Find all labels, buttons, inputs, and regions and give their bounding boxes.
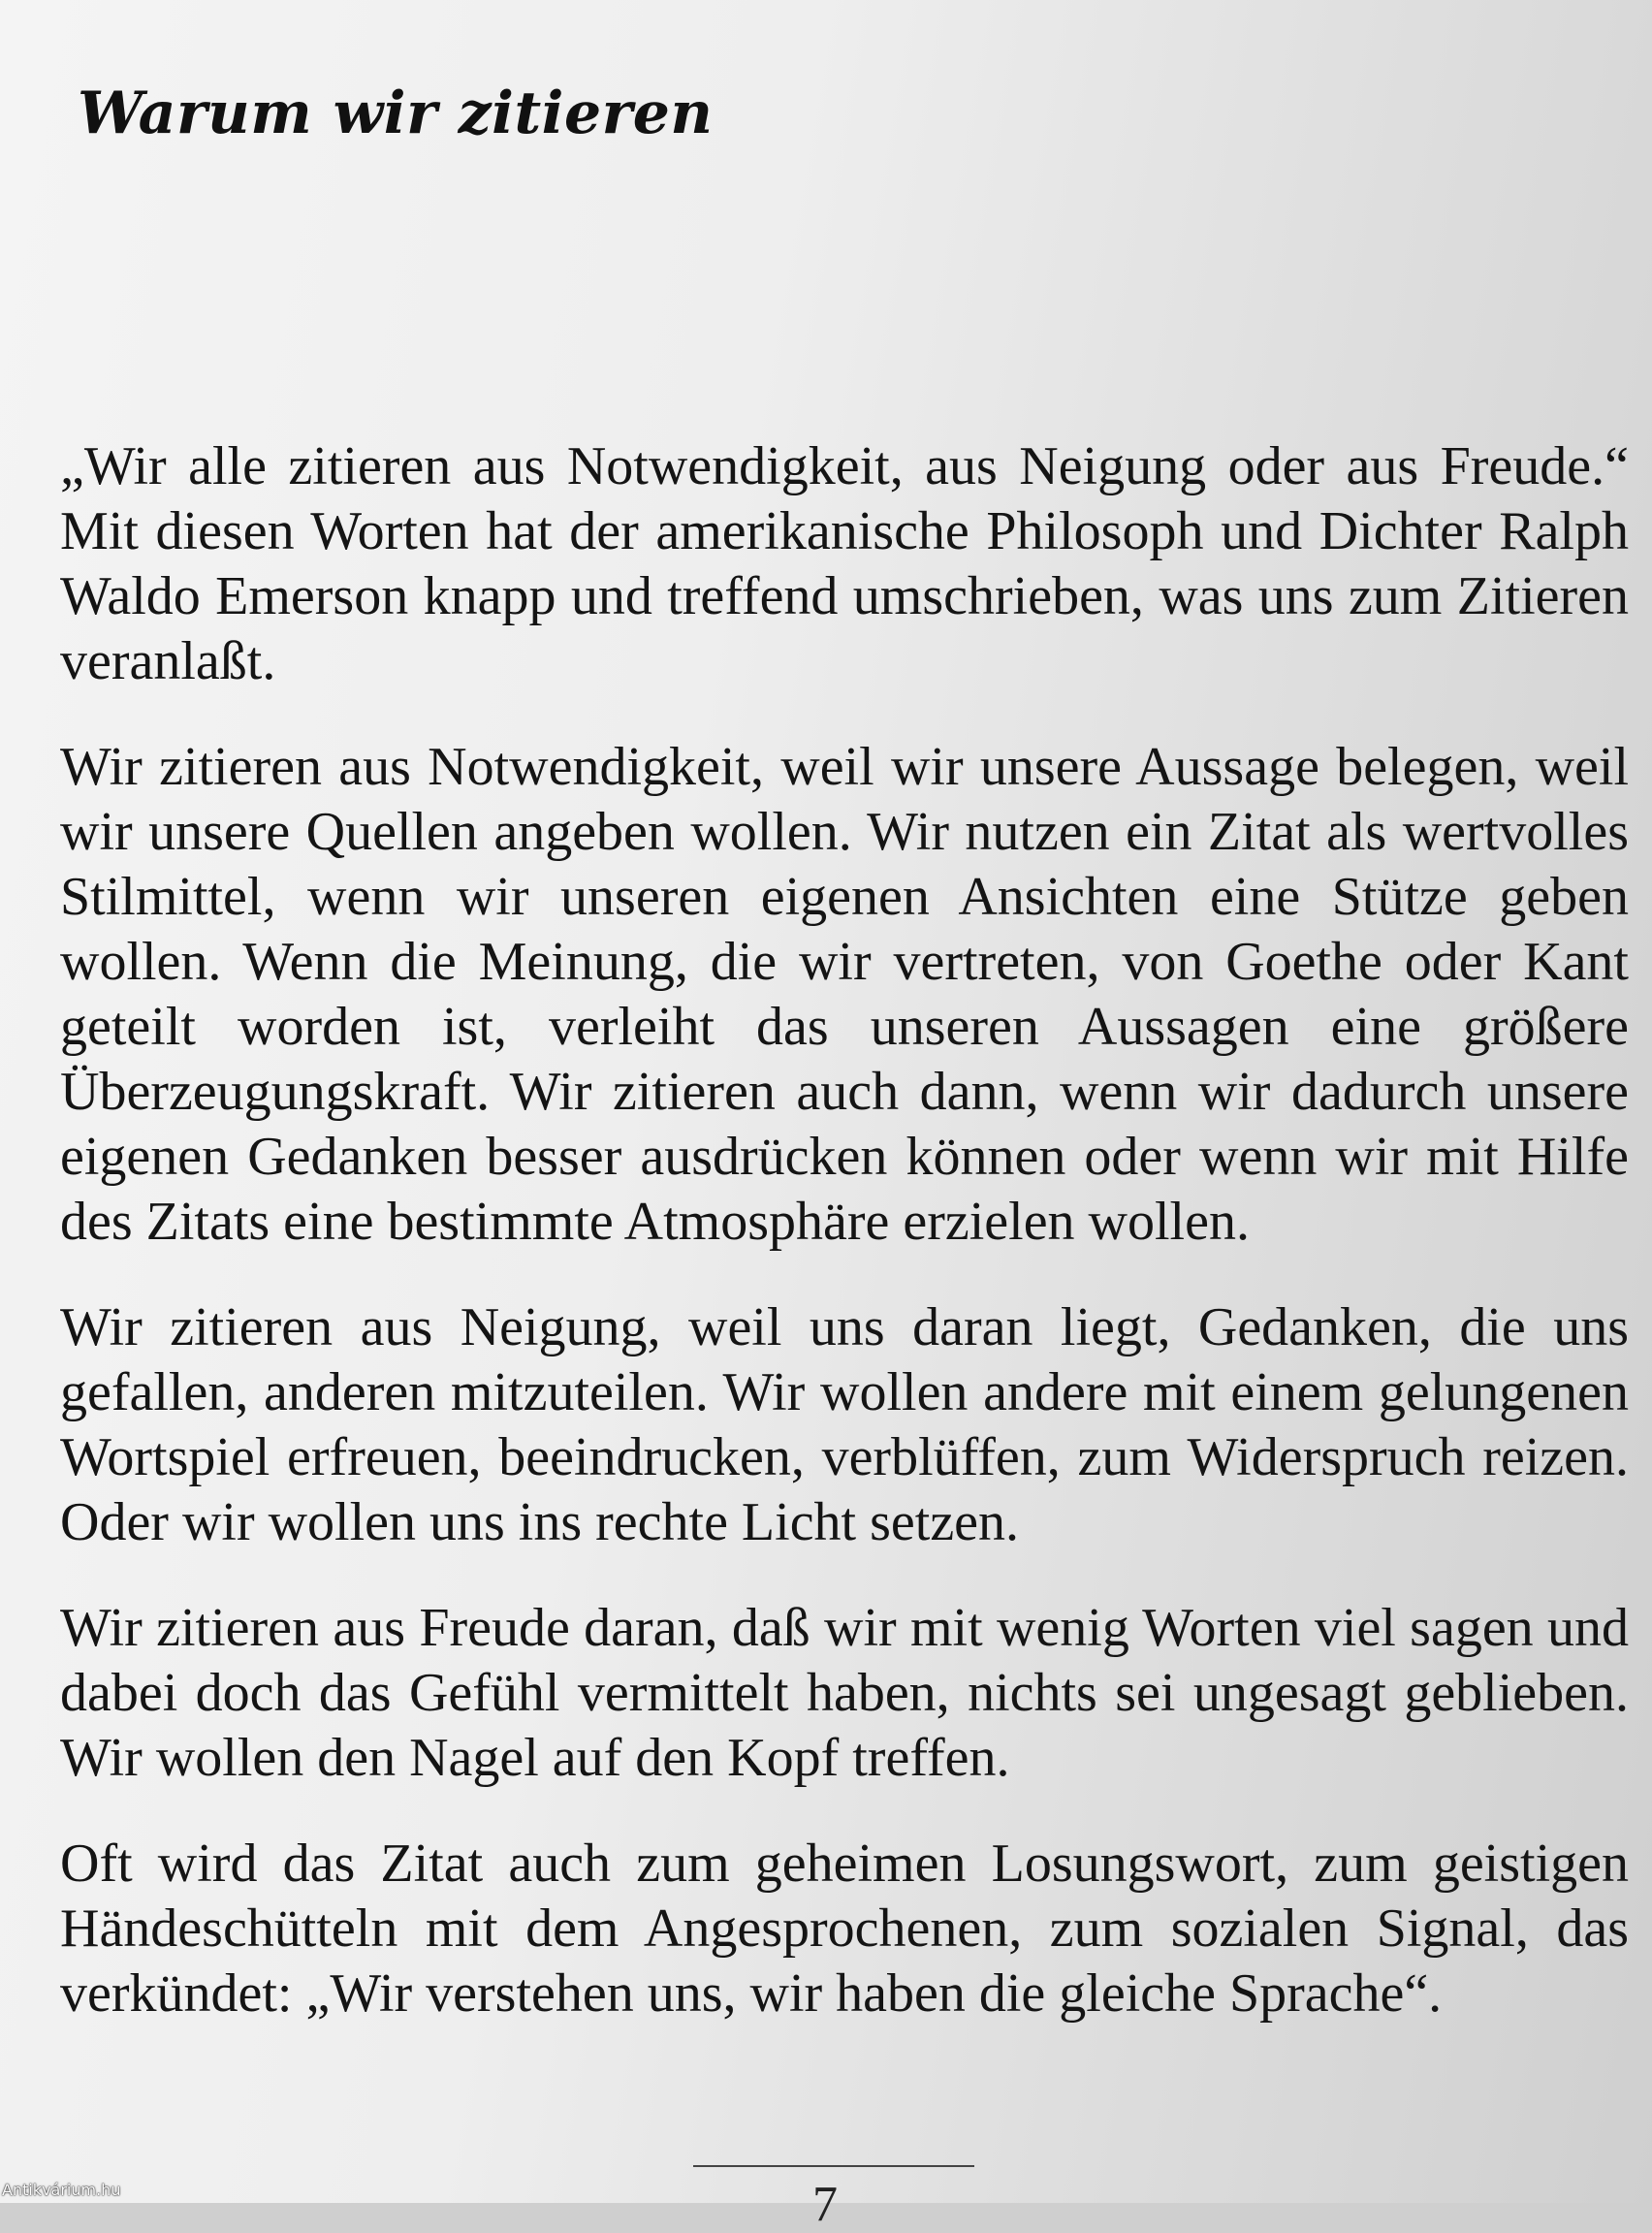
paragraph: „Wir alle zitieren aus Notwendigkeit, aus Neigung oder aus Freude.“ Mit diesen Worten hat der amerikanische Philosoph und Dichter Ralph Waldo Emerson knapp und treffend umschrieben, was uns zum Zitieren veranlaßt. [60, 436, 1629, 691]
paragraph: Oft wird das Zitat auch zum geheimen Losungswort, zum geistigen Händeschütteln mit dem Angesprochenen, zum sozialen Signal, das verkündet: „Wir verstehen uns, wir haben die gleiche Sprache“. [60, 1834, 1629, 2024]
paragraph: Wir zitieren aus Freude daran, daß wir mit wenig Worten viel sagen und dabei doch das Gefühl vermittelt haben, nichts sei ungesagt geblieben. Wir wollen den Nagel auf den Kopf treffen. [60, 1598, 1629, 1788]
paragraph: Wir zitieren aus Notwendigkeit, weil wir unsere Aussage belegen, weil wir unsere Quellen angeben wollen. Wir nutzen ein Zitat als wertvolles Stilmittel, wenn wir unseren eigenen Ansichten eine Stütze geben wollen. Wenn die Meinung, die wir vertreten, von Goethe oder Kant geteilt worden ist, verleiht das unseren Aussagen eine größere Überzeugungskraft. Wir zitieren auch dann, wenn wir dadurch unsere eigenen Gedanken besser ausdrücken können oder wenn wir mit Hilfe des Zitats eine bestimmte Atmosphäre erzielen wollen. [60, 737, 1629, 1252]
page-title: Warum wir zitieren [78, 80, 714, 147]
footer-rule [693, 2165, 974, 2167]
watermark: Antikvárium.hu [2, 2181, 121, 2199]
page-number: 7 [812, 2177, 838, 2232]
body-text [60, 434, 1629, 2067]
paragraph: Wir zitieren aus Neigung, weil uns daran liegt, Gedanken, die uns gefallen, anderen mitzuteilen. Wir wollen andere mit einem gelungenen Wortspiel erfreuen, beeindrucken, verblüffen, zum Widerspruch reizen. Oder wir wollen uns ins rechte Licht setzen. [60, 1297, 1629, 1552]
